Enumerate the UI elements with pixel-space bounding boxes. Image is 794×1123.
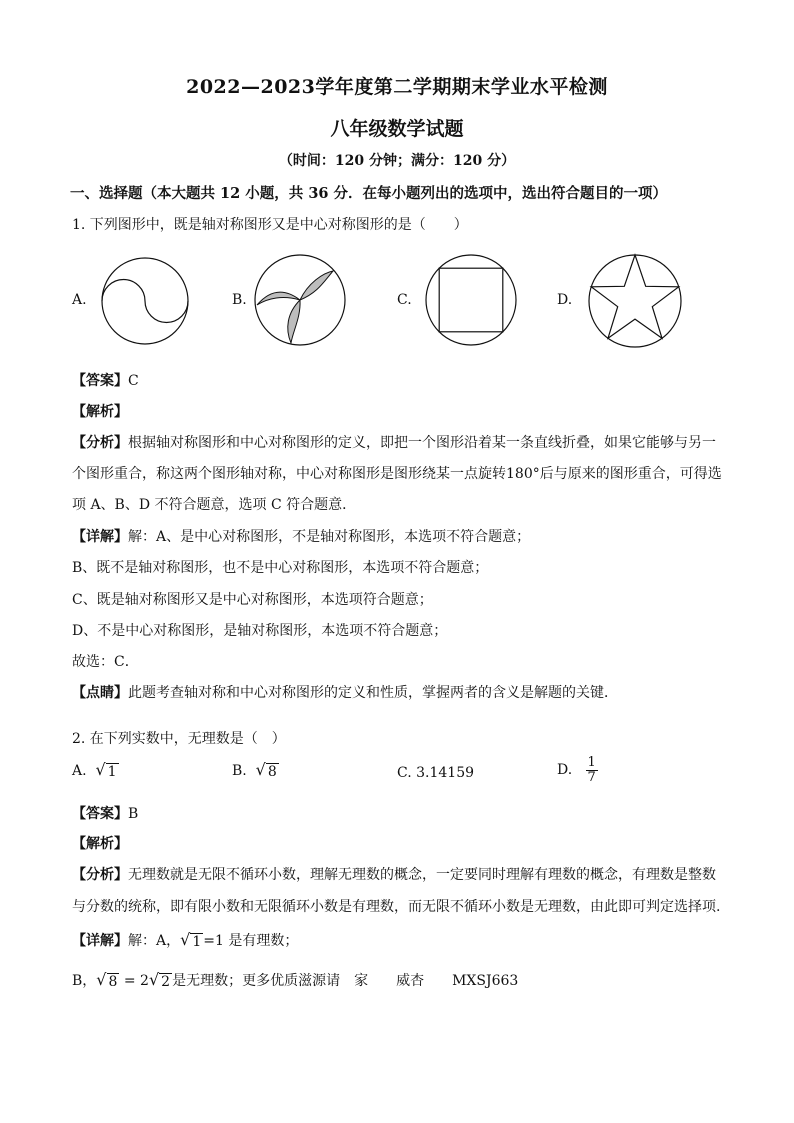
exam-info: （时间：120 分钟；满分：120 分） (278, 153, 516, 169)
dianjing-tag: 【点睛】 (72, 685, 128, 701)
q2-analysis-tag: 【解析】 (72, 836, 128, 852)
page-title: 2022—2023学年度第二学期期末学业水平检测 (186, 76, 608, 98)
page-subtitle: 八年级数学试题 (330, 118, 464, 140)
q1-detail-line-5: 故选：C． (72, 654, 139, 670)
q1-figure-a-taiji (100, 256, 190, 346)
section-heading: 一、选择题（本大题共 12 小题，共 36 分．在每小题列出的选项中，选出符合题目的一项） (70, 185, 668, 202)
q1-figure-d-star-in-circle (587, 253, 683, 349)
fenxi-tag: 【分析】 (72, 867, 128, 883)
q1-detail-line-1 (72, 526, 530, 546)
detail-text-post: =1 是有理数； (203, 933, 299, 949)
q2-option-a: A. √ 1 (72, 760, 117, 780)
q2-option-d-label: D. (557, 762, 573, 779)
detail-text-post: 是无理数；更多优质滋源请 家 威杏 MXSJ663 (172, 973, 519, 989)
detail-text-mid: = 2 (119, 973, 149, 989)
q2-option-b-radicand: 8 (267, 764, 277, 780)
q1-fenxi-line-1 (72, 432, 716, 452)
q1-option-a-label: A. (72, 292, 87, 308)
answer-tag: 【答案】 (72, 806, 128, 822)
fenxi-tag: 【分析】 (72, 435, 128, 451)
detail-radicand: 1 (192, 934, 202, 950)
q1-figure-b-pinwheel (253, 253, 347, 347)
q2-fenxi-line-1 (72, 864, 716, 884)
answer-value: C (128, 373, 139, 389)
q1-option-c-label: C. (397, 292, 412, 308)
answer-tag: 【答案】 (72, 373, 128, 389)
q2-fenxi-line-2: 与分数的统称，即有限小数和无限循环小数是有理数，而无限不循环小数是无理数，由此即可判定选择项. (72, 899, 721, 915)
fenxi-text: 无理数就是无限不循环小数，理解无理数的概念，一定要同时理解有理数的概念，有理数是整数 (128, 867, 716, 883)
dianjing-text: 此题考查轴对称和中心对称图形的定义和性质，掌握两者的含义是解题的关键． (128, 685, 618, 701)
q2-option-a-radicand: 1 (107, 764, 117, 780)
detail-tag: 【详解】 (72, 529, 128, 545)
detail-text-pre: 解：A， (128, 933, 181, 949)
q2-option-d-numerator: 1 (587, 755, 596, 770)
q1-fenxi-line-3: 项 A、B、D 不符合题意，选项 C 符合题意． (72, 497, 357, 513)
q2-option-a-label: A. (72, 763, 87, 779)
q1-stem: 1. 下列图形中，既是轴对称图形又是中心对称图形的是（ ） (72, 217, 468, 233)
q2-option-d (557, 756, 598, 784)
q1-detail-line-2: B、既不是轴对称图形，也不是中心对称图形，本选项不符合题意； (72, 560, 489, 576)
q1-option-d-label: D. (557, 292, 573, 308)
q1-detail-line-3: C、既是轴对称图形又是中心对称图形，本选项符合题意； (72, 592, 433, 608)
q2-detail-line-2: B， √ 8 = 2 √ 2 是无理数；更多优质滋源请 家 威杏 MXSJ663 (72, 970, 519, 990)
q2-stem: 2. 在下列实数中，无理数是（ ） (72, 731, 286, 747)
q1-detail-line-4: D、不是中心对称图形，是轴对称图形，本选项不符合题意； (72, 623, 448, 639)
q1-option-b-label: B. (232, 292, 247, 308)
q1-analysis-tag: 【解析】 (72, 404, 128, 420)
detail-text-pre: B， (72, 973, 97, 989)
q1-figure-c-square-in-circle (424, 253, 518, 347)
fenxi-text: 根据轴对称图形和中心对称图形的定义，即把一个图形沿着某一条直线折叠，如果它能够与另一 (128, 435, 716, 451)
detail-text: 解：A、是中心对称图形，不是轴对称图形，本选项不符合题意； (128, 529, 531, 545)
q1-fenxi-line-2: 个图形重合，称这两个图形轴对称，中心对称图形是图形绕某一点旋转180°后与原来的图形重合，可得选 (72, 466, 722, 482)
detail-radicand-2: 2 (161, 974, 171, 990)
q2-option-d-denominator: 7 (587, 769, 596, 785)
q2-option-b-label: B. (232, 763, 247, 779)
q1-dianjing (72, 682, 618, 702)
q2-option-b: B. √ 8 (232, 760, 277, 780)
q2-detail-line-1: 【详解】解：A， √ 1 =1 是有理数； (72, 930, 299, 950)
answer-value: B (128, 806, 139, 822)
detail-radicand: 8 (108, 974, 118, 990)
q1-answer (72, 370, 139, 390)
q2-answer (72, 803, 138, 823)
q2-option-c: C. 3.14159 (397, 765, 475, 781)
detail-tag: 【详解】 (72, 933, 128, 949)
